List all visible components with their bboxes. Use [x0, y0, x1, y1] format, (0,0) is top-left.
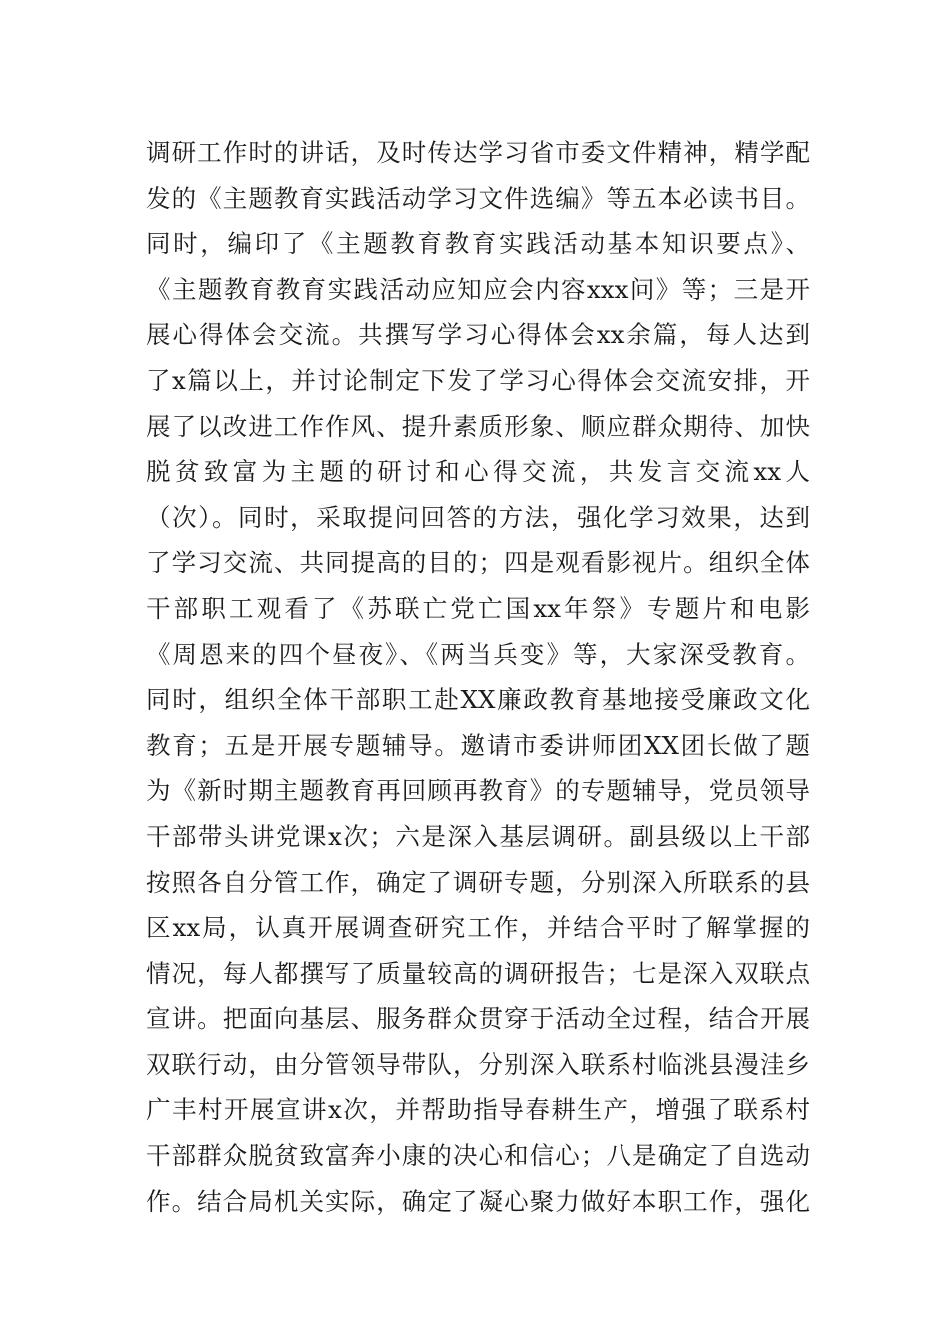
text-line: 脱贫致富为主题的研讨和心得交流，共发言交流xx人	[146, 457, 810, 487]
body-text	[146, 130, 810, 1224]
text-line: 《周恩来的四个昼夜》、《两当兵变》等，大家深受教育。	[146, 639, 810, 669]
text-line: 同时，编印了《主题教育教育实践活动基本知识要点》、	[146, 229, 810, 259]
text-line: 干部职工观看了《苏联亡党亡国xx年祭》专题片和电影	[146, 593, 810, 623]
text-line: 了x篇以上，并讨论制定下发了学习心得体会交流安排，开	[146, 365, 810, 395]
text-line: 按照各自分管工作，确定了调研专题，分别深入所联系的县	[146, 867, 810, 897]
text-line: 调研工作时的讲话，及时传达学习省市委文件精神，精学配	[146, 138, 810, 167]
text-line: （次）。同时，采取提问回答的方法，强化学习效果，达到	[146, 502, 810, 532]
text-line: 发的《主题教育实践活动学习文件选编》等五本必读书目。	[146, 183, 810, 213]
text-line: 了学习交流、共同提高的目的；四是观看影视片。组织全体	[146, 548, 810, 578]
text-line: 干部群众脱贫致富奔小康的决心和信心；八是确定了自选动	[146, 1141, 810, 1171]
text-line: 展了以改进工作作风、提升素质形象、顺应群众期待、加快	[146, 411, 810, 441]
text-line: 双联行动，由分管领导带队，分别深入联系村临洮县漫洼乡	[146, 1049, 810, 1079]
text-line: 为《新时期主题教育再回顾再教育》的专题辅导，党员领导	[146, 776, 810, 806]
text-line: 情况，每人都撰写了质量较高的调研报告；七是深入双联点	[146, 958, 810, 988]
text-line: 区xx局，认真开展调查研究工作，并结合平时了解掌握的	[146, 913, 810, 943]
text-line: 教育；五是开展专题辅导。邀请市委讲师团XX团长做了题	[146, 730, 810, 760]
text-line: 《主题教育教育实践活动应知应会内容xxx问》等；三是开	[146, 274, 810, 304]
text-line: 宣讲。把面向基层、服务群众贯穿于活动全过程，结合开展	[146, 1004, 810, 1034]
text-line: 干部带头讲党课x次；六是深入基层调研。副县级以上干部	[146, 821, 810, 851]
text-line: 作。结合局机关实际，确定了凝心聚力做好本职工作，强化	[146, 1186, 810, 1216]
text-line: 同时，组织全体干部职工赴XX廉政教育基地接受廉政文化	[146, 685, 810, 715]
text-line: 展心得体会交流。共撰写学习心得体会xx余篇，每人达到	[146, 320, 810, 350]
text-line: 广丰村开展宣讲x次，并帮助指导春耕生产，增强了联系村	[146, 1095, 810, 1125]
